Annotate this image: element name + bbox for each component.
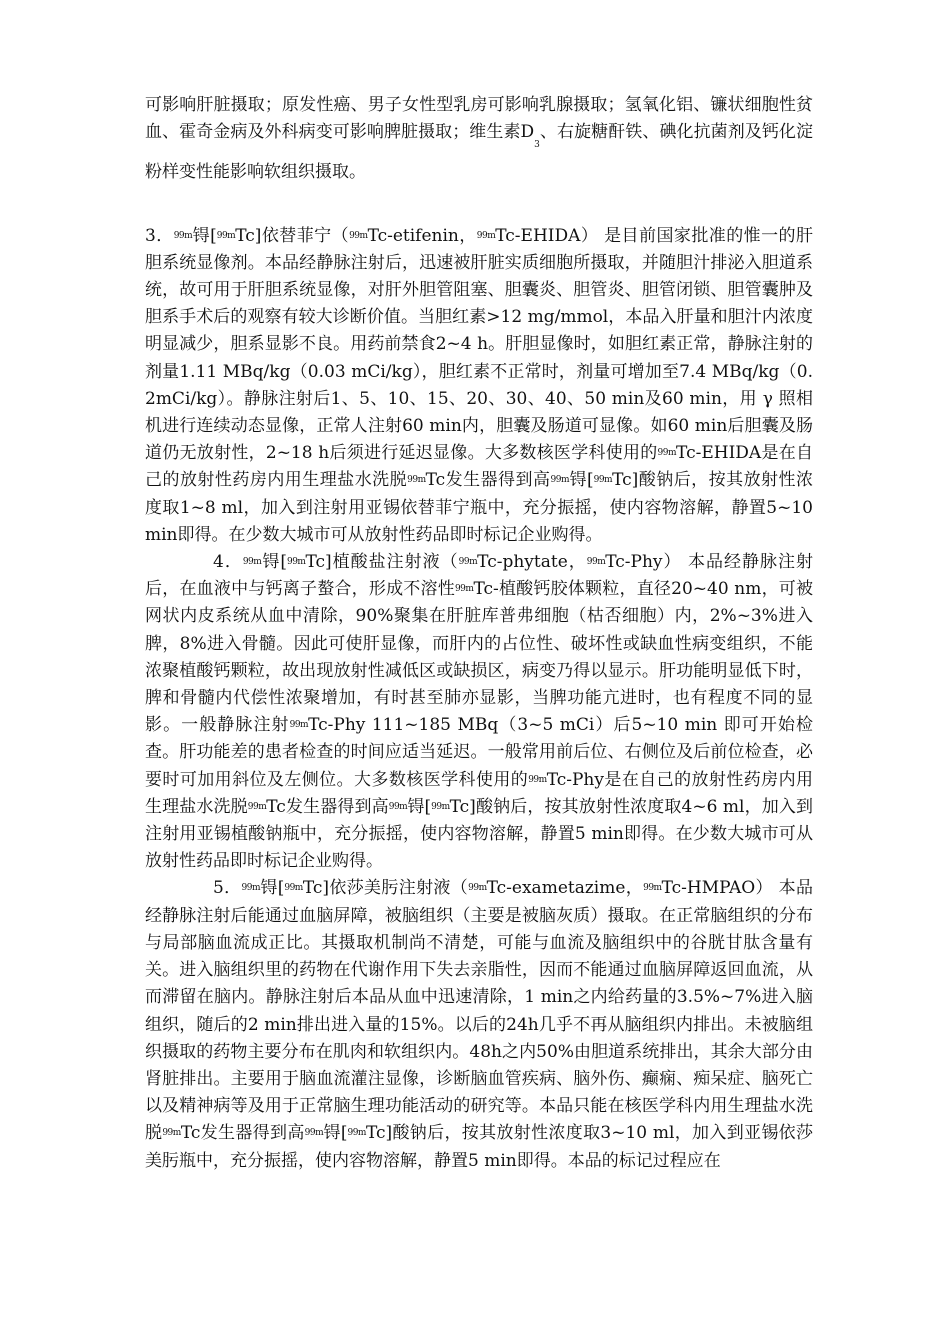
text-run: Tc-Phy） 本品经静脉注射后，在血液中与钙离子螯合，形成不溶性 — [145, 552, 813, 600]
isotope-superscript: 99m — [528, 774, 547, 785]
text-run: 5． — [213, 878, 242, 899]
text-run: Tc]酸钠后，按其放射性浓度取3~10 ml，加入到亚锡依莎美肟瓶中，充分振摇，使内容物溶解，静置5 min即得。本品的标记过程应在 — [145, 1123, 814, 1171]
isotope-superscript: 99m — [468, 883, 487, 894]
paragraph-item-5-exametazime — [145, 875, 813, 1174]
isotope-superscript: 99m — [476, 230, 496, 241]
paragraph-gap — [145, 187, 813, 223]
isotope-superscript: 99m — [284, 883, 303, 894]
text-run: Tc-HMPAO） 本品经静脉注射后能通过血脑屏障，被脑组织（主要是被脑灰质）摄取。在正常脑组织的分布与局部脑血流成正比。其摄取机制尚不清楚，可能与血流及脑组织中的谷胱甘肽含量有关。进入脑组织里的药物在代谢作用下失去亲脂性，因而不能通过血脑屏障返回血流，从而滞留在脑内。静脉注射后本品从血中迅速清除，1 min之内给药量的3.5%~7%进入脑组织，随后的2 min排出进入量的15%。以后的24h几乎不再从脑组织内排出。未被脑组织摄取的药物主要分布在肌肉和软组织内。48h之内50%由胆道系统排出，其余大部分由肾脏排出。主要用于脑血流灌注显像，诊断脑血管疾病、脑外伤、癫痫、痴呆症、脑死亡以及精神病等及用于正常脑生理功能活动的研究等。本品只能在核医学科内用生理盐水洗脱 — [145, 878, 813, 1144]
isotope-superscript: 99m — [643, 883, 662, 894]
text-run: Tc]依莎美肟注射液（ — [302, 878, 469, 899]
text-run: Tc]依替菲宁（ — [235, 225, 350, 246]
text-run: Tc发生器得到高 — [180, 1123, 305, 1144]
text-run: Tc-Phy 111~185 MBq（3~5 mCi）后5~10 min 即可开始检查。肝功能差的患者检查的时间应适当延迟。一般常用前后位、右侧位及后前位检查，必要时可加用斜位及左侧位。大多数核医学科使用的 — [145, 715, 814, 790]
text-run: 3． — [145, 225, 174, 246]
isotope-superscript: 99m — [286, 557, 306, 568]
paragraph-item-3-etifenin — [145, 223, 813, 549]
text-run: 锝[ — [407, 796, 432, 817]
text-run: Tc发生器得到高 — [266, 796, 389, 817]
isotope-superscript: 99m — [349, 230, 368, 241]
text-run: 锝[ — [260, 878, 285, 899]
text-run: Tc-EHIDA） 是目前国家批准的惟一的肝胆系统显像剂。本品经静脉注射后，迅速被肝脏实质细胞所摄取，并随胆汁排泌入胆道系统，故可用于肝胆系统显像，对肝外胆管阻塞、胆囊炎、胆管炎、胆管闭锁、胆管囊肿及胆系手术后的观察有较大诊断价值。当胆红素>12 mg/mmol，本品入肝量和胆汁内浓度明显减少，胆系显影不良。用药前禁食2~4 h。肝胆显像时，如胆红素正常，静脉注射的剂量1.11 MBq/kg（0.03 mCi/kg），胆红素不正常时，剂量可增加至7.4 MBq/kg（0.2mCi/kg）。静脉注射后1、5、10、15、20、30、40、50 min及60 min，用 γ 照相机进行连续动态显像，正常人注射60 min内，胆囊及肠道可显像。如60 min后胆囊及肠道仍无放射性，2~18 h后须进行延迟显像。大多数核医学科使用的 — [145, 225, 813, 464]
isotope-superscript: 99m — [388, 801, 408, 812]
isotope-superscript: 99m — [347, 1128, 366, 1139]
text-run: 锝[ — [323, 1123, 348, 1144]
isotope-superscript: 99m — [289, 720, 309, 731]
isotope-superscript: 99m — [586, 557, 606, 568]
text-run: Tc-EHIDA是在自己的放射性药房内用生理盐水洗脱 — [145, 443, 813, 491]
isotope-superscript: 99m — [657, 448, 677, 459]
isotope-superscript: 99m — [162, 1128, 181, 1139]
text-run: 锝[ — [261, 552, 287, 573]
isotope-superscript: 99m — [216, 230, 236, 241]
text-run: 、右旋糖酐铁、碘化抗菌剂及钙化淀粉样变性能影响软组织摄取。 — [145, 122, 813, 183]
text-run: Tc]植酸盐注射液（ — [305, 552, 459, 573]
text-run: 可影响肝脏摄取；原发性癌、男子女性型乳房可影响乳腺摄取；氢氧化铝、镰状细胞性贫血、霍奇金病及外科病变可影响脾脏摄取；维生素D — [145, 95, 813, 143]
text-run: Tc-Phy是在自己的放射性药房内用生理盐水洗脱 — [145, 769, 813, 817]
text-run: 锝[ — [569, 470, 594, 491]
text-run: 4． — [213, 552, 243, 573]
text-run: Tc-etifenin， — [367, 225, 477, 246]
isotope-superscript: 99m — [241, 883, 261, 894]
text-run: Tc-exametazime， — [486, 878, 644, 899]
isotope-superscript: 99m — [458, 557, 478, 568]
isotope-superscript: 99m — [173, 230, 193, 241]
text-run: Tc发生器得到高 — [425, 470, 551, 491]
paragraph-intro — [145, 92, 813, 187]
isotope-superscript: 99m — [454, 584, 474, 595]
paragraph-item-4-phytate — [145, 549, 813, 875]
isotope-superscript: 99m — [304, 1128, 324, 1139]
isotope-superscript: 99m — [407, 475, 426, 486]
isotope-superscript: 99m — [431, 801, 450, 812]
isotope-superscript: 99m — [550, 475, 569, 486]
text-run: Tc-phytate， — [477, 552, 587, 573]
subscript-mark: 3 — [534, 140, 540, 151]
document-page — [145, 92, 813, 1175]
isotope-superscript: 99m — [242, 557, 262, 568]
text-run: Tc]酸钠后，按其放射性浓度取1~8 ml，加入到注射用亚锡依替菲宁瓶中，充分振摇，使内容物溶解，静置5~10 min即得。在少数大城市可从放射性药品即时标记企业购得。 — [145, 470, 814, 545]
text-run: 锝[ — [192, 225, 217, 246]
isotope-superscript: 99m — [593, 475, 613, 486]
text-run: Tc-植酸钙胶体颗粒，直径20~40 nm，可被网状内皮系统从血中清除，90%聚集在肝脏库普弗细胞（枯否细胞）内，2%~3%进入脾，8%进入骨髓。因此可使肝显像，而肝内的占位性、破坏性或缺血性病变组织，不能浓聚植酸钙颗粒，故出现放射性减低区或缺损区，病变乃得以显示。肝功能明显低下时，脾和骨髓内代偿性浓聚增加，有时甚至肺亦显影，当脾功能亢进时，也有程度不同的显影。一般静脉注射 — [145, 579, 814, 736]
text-run: Tc]酸钠后，按其放射性浓度取4~6 ml，加入到注射用亚锡植酸钠瓶中，充分振摇，使内容物溶解，静置5 min即得。在少数大城市可从放射性药品即时标记企业购得。 — [145, 796, 813, 872]
isotope-superscript: 99m — [247, 801, 267, 812]
